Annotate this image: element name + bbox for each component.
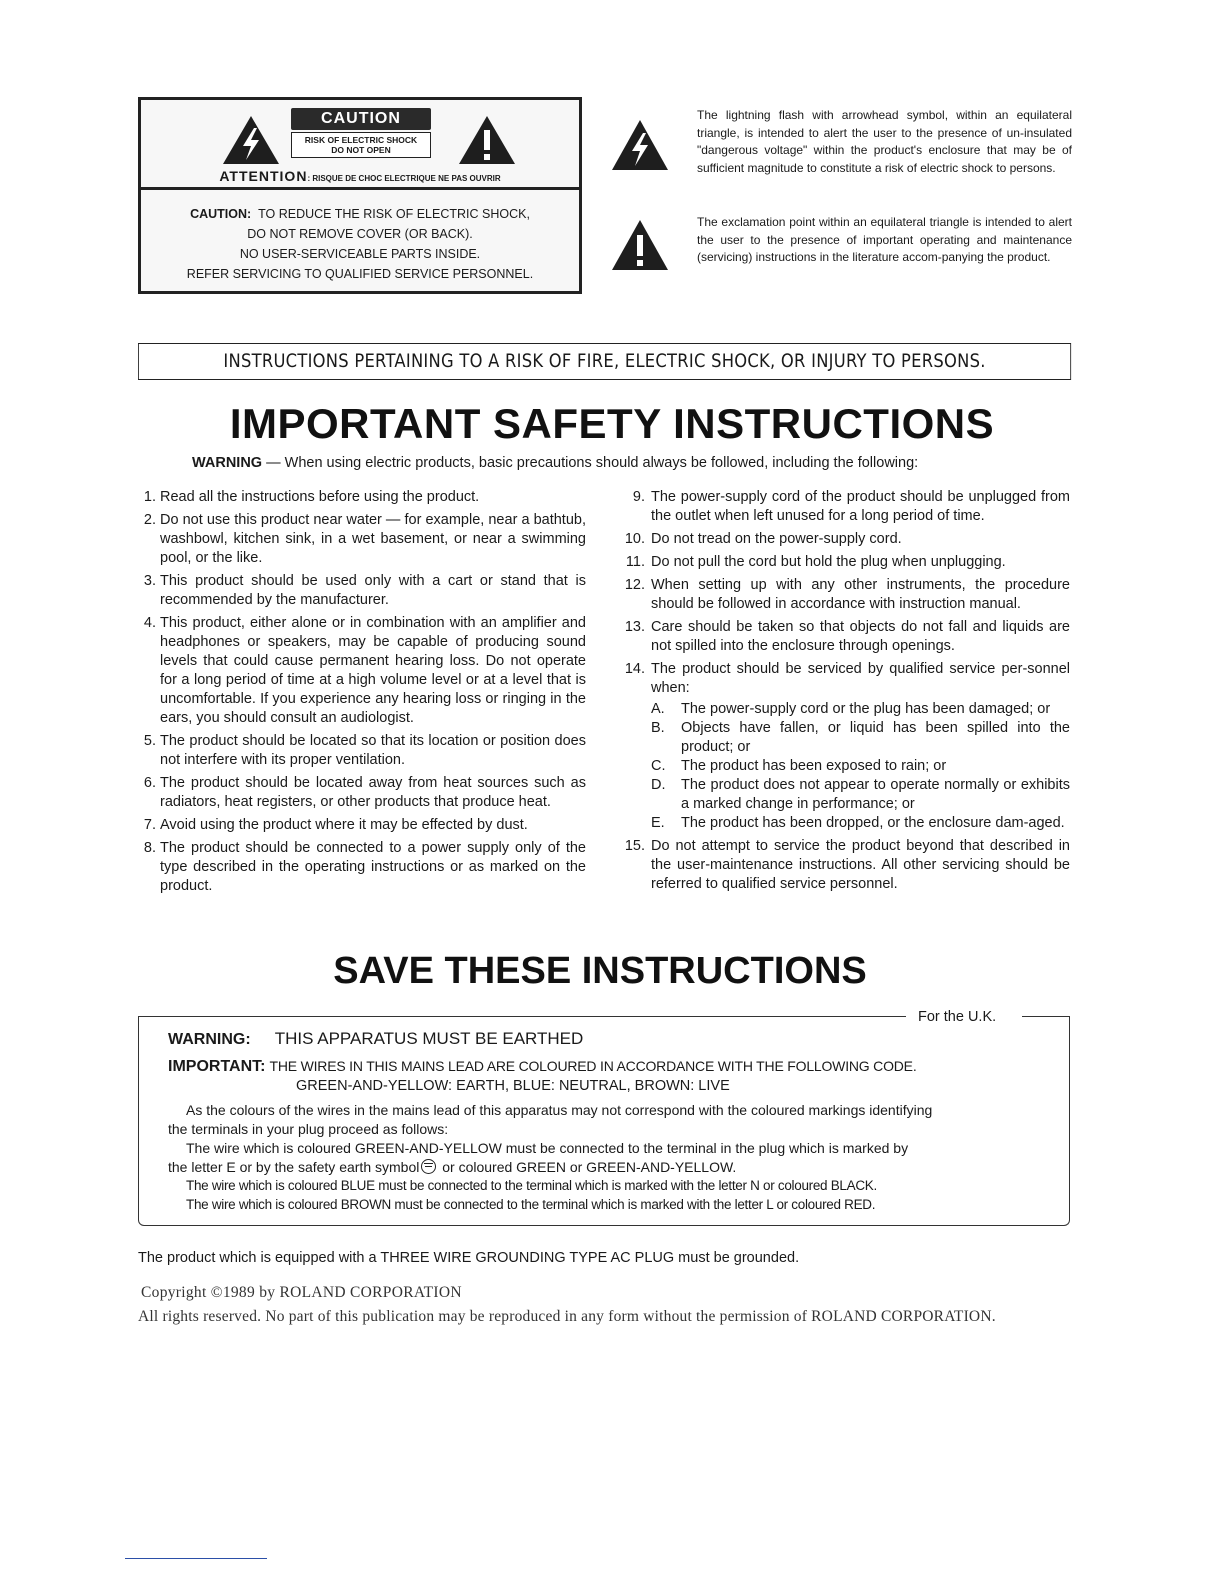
item-text: Do not attempt to service the product beyond that described in the user-maintenance instructions. All other servicing should be referred to qualified service personnel. [651, 838, 1070, 892]
sub-item-letter: A. [651, 701, 665, 717]
risk-line-2: DO NOT OPEN [331, 145, 391, 155]
uk-box-divider [138, 1016, 906, 1017]
attention-line [141, 168, 579, 184]
list-item [138, 511, 586, 568]
copyright-line: Copyright ©1989 by ROLAND CORPORATION [141, 1284, 462, 1301]
item-text: This product, either alone or in combination with an amplifier and headphones or speakers, may be capable of producing sound levels that could cause permanent hearing loss. Do not operate for a long period of time at a high volume level or at a level that is uncomfortable. If you experience any hearing loss or ringing in the ears, you should consult an audiologist. [160, 615, 586, 726]
uk-warning-label: WARNING: [168, 1031, 251, 1048]
item-text: Do not tread on the power-supply cord. [651, 531, 902, 547]
uk-box-divider [1022, 1016, 1070, 1017]
instructions-banner: INSTRUCTIONS PERTAINING TO A RISK OF FIRE, ELECTRIC SHOCK, OR INJURY TO PERSONS. [138, 343, 1071, 380]
caution-line-4: REFER SERVICING TO QUALIFIED SERVICE PERSONNEL. [186, 267, 534, 281]
item-number: 15. [624, 838, 645, 854]
item-text: The product should be connected to a power supply only of the type described in the operating instructions or as marked on the product. [160, 840, 586, 894]
item-text: Avoid using the product where it may be effected by dust. [160, 817, 528, 833]
list-item [615, 530, 1070, 549]
sub-item [651, 719, 1070, 757]
caution-word: CAUTION [291, 108, 431, 130]
sub-item-letter: D. [651, 777, 666, 793]
item-number: 9. [632, 489, 645, 505]
sub-item-text: The product does not appear to operate normally or exhibits a marked change in performance; or [681, 777, 1070, 812]
uk-code-line: GREEN-AND-YELLOW: EARTH, BLUE: NEUTRAL, BROWN: LIVE [296, 1078, 730, 1094]
list-item [615, 488, 1070, 526]
item-number: 13. [624, 619, 645, 635]
sub-item-letter: E. [651, 815, 665, 831]
item-text: The power-supply cord of the product should be unplugged from the outlet when left unused for a long period of time. [651, 489, 1070, 524]
uk-warning [168, 1029, 583, 1049]
uk-para-2b-end: or coloured GREEN or GREEN-AND-YELLOW. [438, 1159, 737, 1175]
item-number: 3. [143, 573, 156, 589]
item-number: 11. [625, 554, 645, 570]
uk-para-2b-start: the letter E or by the safety earth symbol [168, 1159, 420, 1175]
list-item [138, 488, 586, 507]
lightning-symbol-icon [610, 118, 670, 172]
item-number: 10. [624, 531, 645, 547]
uk-para-1a: As the colours of the wires in the mains lead of this apparatus may not correspond with the coloured markings identifying [186, 1102, 933, 1118]
item-text: The product should be serviced by qualified service per-sonnel when: [651, 661, 1070, 696]
list-item [615, 660, 1070, 698]
item-number: 12. [624, 577, 645, 593]
list-item [138, 572, 586, 610]
sub-item-letter: B. [651, 720, 665, 736]
exclamation-symbol-icon [610, 218, 670, 272]
caution-line-3: NO USER-SERVICEABLE PARTS INSIDE. [239, 247, 481, 261]
risk-notice [291, 132, 431, 158]
item-number: 14. [624, 661, 645, 677]
list-item [615, 837, 1070, 894]
item-number: 7. [143, 817, 156, 833]
item-text: Read all the instructions before using the product. [160, 489, 480, 505]
sub-item-text: The product has been dropped, or the enclosure dam-aged. [681, 815, 1065, 831]
sub-item-text: The product has been exposed to rain; or [681, 758, 947, 774]
uk-para-2b [168, 1159, 736, 1175]
caution-instructions [141, 204, 579, 284]
instructions-left-column [138, 488, 586, 900]
instructions-right-column [615, 488, 1070, 898]
item-number: 6. [143, 775, 156, 791]
uk-important-text: THE WIRES IN THIS MAINS LEAD ARE COLOURED IN ACCORDANCE WITH THE FOLLOWING CODE. [269, 1058, 917, 1074]
attention-word: ATTENTION [219, 168, 308, 184]
caution-prefix: CAUTION: [190, 207, 252, 221]
list-item [138, 614, 586, 728]
attention-text: : RISQUE DE CHOC ELECTRIQUE NE PAS OUVRIR [307, 174, 501, 183]
uk-important-label: IMPORTANT: [168, 1058, 266, 1075]
sub-item-letter: C. [651, 758, 666, 774]
item-text: The product should be located away from heat sources such as radiators, heat registers, or other products that produce heat. [160, 775, 586, 810]
sub-item-text: Objects have fallen, or liquid has been spilled into the product; or [681, 720, 1070, 755]
list-item [138, 816, 586, 835]
caution-label-top [141, 100, 579, 190]
list-item [615, 576, 1070, 614]
item-text: Do not use this product near water — for example, near a bathtub, washbowl, kitchen sink, in a wet basement, or near a swimming pool, or the like. [160, 512, 586, 566]
sub-item [651, 776, 1070, 814]
uk-important [168, 1058, 917, 1076]
uk-para-3: The wire which is coloured BLUE must be connected to the terminal which is marked with the letter N or coloured BLACK. [186, 1178, 877, 1193]
uk-warning-text: THIS APPARATUS MUST BE EARTHED [274, 1029, 584, 1048]
earth-symbol-icon [421, 1159, 436, 1174]
sub-item [651, 757, 1070, 776]
item-text: Care should be taken so that objects do not fall and liquids are not spilled into the enclosure through openings. [651, 619, 1070, 654]
uk-para-4: The wire which is coloured BROWN must be connected to the terminal which is marked with the letter L or coloured RED. [186, 1197, 876, 1212]
caution-line-1-text: TO REDUCE THE RISK OF ELECTRIC SHOCK, [258, 207, 530, 221]
risk-line-1: RISK OF ELECTRIC SHOCK [304, 135, 418, 145]
item-number: 8. [143, 840, 156, 856]
warning-text: — When using electric products, basic precautions should always be followed, including the following: [262, 455, 919, 471]
list-item [615, 618, 1070, 656]
item-number: 5. [143, 733, 156, 749]
item-text: This product should be used only with a cart or stand that is recommended by the manufacturer. [160, 573, 586, 608]
caution-label [138, 97, 582, 294]
save-instructions-title: SAVE THESE INSTRUCTIONS [333, 950, 867, 992]
item-text: When setting up with any other instruments, the procedure should be followed in accordance with instruction manual. [651, 577, 1070, 612]
item-text: Do not pull the cord but hold the plug when unplugging. [651, 554, 1006, 570]
footer-rule [125, 1558, 267, 1559]
sub-item [651, 814, 1070, 833]
exclamation-explanation: The exclamation point within an equilateral triangle is intended to alert the user to the presence of important operating and maintenance (servicing) instructions in the literature accom-panying the product. [697, 215, 1072, 264]
sub-item-text: The power-supply cord or the plug has been damaged; or [681, 701, 1051, 717]
page-title: IMPORTANT SAFETY INSTRUCTIONS [229, 400, 995, 447]
warning-intro [192, 455, 918, 471]
item-text: The product should be located so that its location or position does not interfere with its proper ventilation. [160, 733, 586, 768]
list-item [138, 732, 586, 770]
list-item [138, 839, 586, 896]
list-item [138, 774, 586, 812]
sub-item [651, 700, 1070, 719]
grounding-note: The product which is equipped with a THREE WIRE GROUNDING TYPE AC PLUG must be grounded. [138, 1250, 800, 1266]
item-number: 1. [143, 489, 156, 505]
item-number: 2. [143, 512, 156, 528]
list-item [615, 553, 1070, 572]
caution-line-1 [141, 204, 579, 224]
uk-para-2a: The wire which is coloured GREEN-AND-YELLOW must be connected to the terminal in the plug which is marked by [186, 1140, 909, 1156]
item-number: 4. [143, 615, 156, 631]
rights-line: All rights reserved. No part of this publication may be reproduced in any form without the permission of ROLAND CORPORATION. [138, 1308, 996, 1325]
warning-label: WARNING [192, 455, 263, 471]
caution-line-2: DO NOT REMOVE COVER (OR BACK). [247, 227, 473, 241]
caution-badge [291, 108, 431, 158]
uk-para-1b: the terminals in your plug proceed as follows: [168, 1121, 449, 1137]
lightning-explanation: The lightning flash with arrowhead symbol, within an equilateral triangle, is intended to alert the user to the presence of un-insulated "dangerous voltage" within the product's enclosure that may be of sufficient magnitude to constitute a risk of electric shock to persons. [697, 108, 1072, 175]
uk-tag: For the U.K. [918, 1009, 997, 1025]
exclamation-triangle-icon [457, 114, 517, 166]
lightning-triangle-icon [221, 114, 281, 166]
